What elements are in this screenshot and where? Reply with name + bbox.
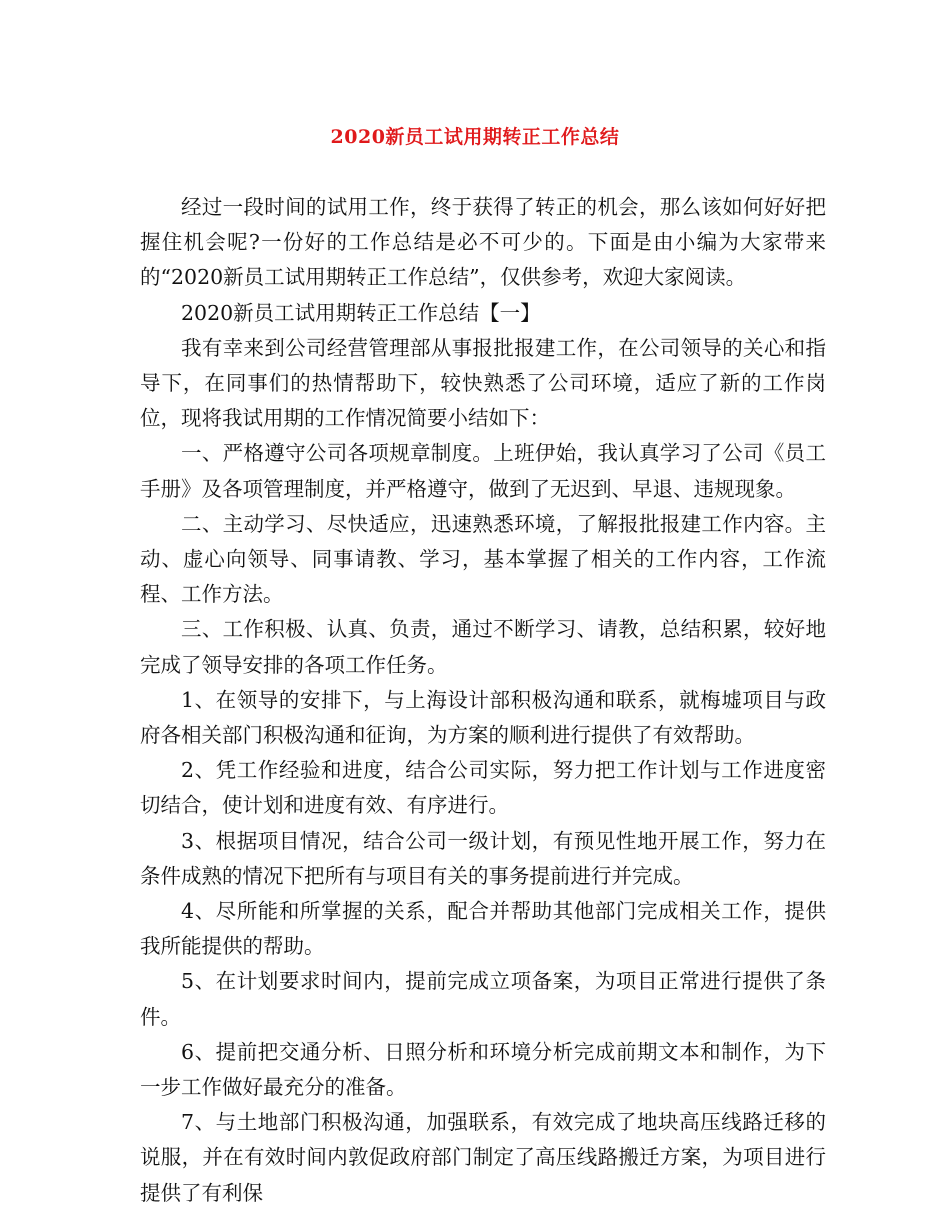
list-item: 7、与土地部门积极沟通，加强联系，有效完成了地块高压线路迁移的说服，并在有效时间内敦促政府部门制定了高压线路搬迁方案，为项目进行提供了有利保 xyxy=(140,1110,826,1205)
list-item: 2、凭工作经验和进度，结合公司实际，努力把工作计划与工作进度密切结合，使计划和进度有效、有序进行。 xyxy=(140,758,826,818)
paragraph: 我有幸来到公司经营管理部从事报批报建工作，在公司领导的关心和指导下，在同事们的热情帮助下，较快熟悉了公司环境，适应了新的工作岗位，现将我试用期的工作情况简要小结如下： xyxy=(140,335,826,431)
list-item: 6、提前把交通分析、日照分析和环境分析完成前期文本和制作，为下一步工作做好最充分的准备。 xyxy=(140,1039,826,1100)
paragraph: 二、主动学习、尽快适应，迅速熟悉环境，了解报批报建工作内容。主动、虚心向领导、同事请教、学习，基本掌握了相关的工作内容，工作流程、工作方法。 xyxy=(140,511,826,607)
list-item: 5、在计划要求时间内，提前完成立项备案，为项目正常进行提供了条件。 xyxy=(140,969,826,1029)
section-heading: 2020新员工试用期转正工作总结【一】 xyxy=(181,300,541,325)
paragraph-intro: 经过一段时间的试用工作，终于获得了转正的机会，那么该如何好好把握住机会呢?一份好的工作总结是必不可少的。下面是由小编为大家带来的“2020新员工试用期转正工作总结”，仅供参考，欢迎大家阅读。 xyxy=(140,195,826,290)
list-item: 3、根据项目情况，结合公司一级计划，有预见性地开展工作，努力在条件成熟的情况下把所有与项目有关的事务提前进行并完成。 xyxy=(140,828,826,888)
paragraph: 一、严格遵守公司各项规章制度。上班伊始，我认真学习了公司《员工手册》及各项管理制度，并严格遵守，做到了无迟到、早退、违规现象。 xyxy=(140,441,826,501)
list-item: 1、在领导的安排下，与上海设计部积极沟通和联系，就梅墟项目与政府各相关部门积极沟通和征询，为方案的顺利进行提供了有效帮助。 xyxy=(140,687,826,748)
document-title: 2020新员工试用期转正工作总结 xyxy=(330,126,620,148)
list-item: 4、尽所能和所掌握的关系，配合并帮助其他部门完成相关工作，提供我所能提供的帮助。 xyxy=(140,899,826,959)
document-body xyxy=(140,190,826,1211)
paragraph: 三、工作积极、认真、负责，通过不断学习、请教，总结积累，较好地完成了领导安排的各项工作任务。 xyxy=(140,617,826,677)
